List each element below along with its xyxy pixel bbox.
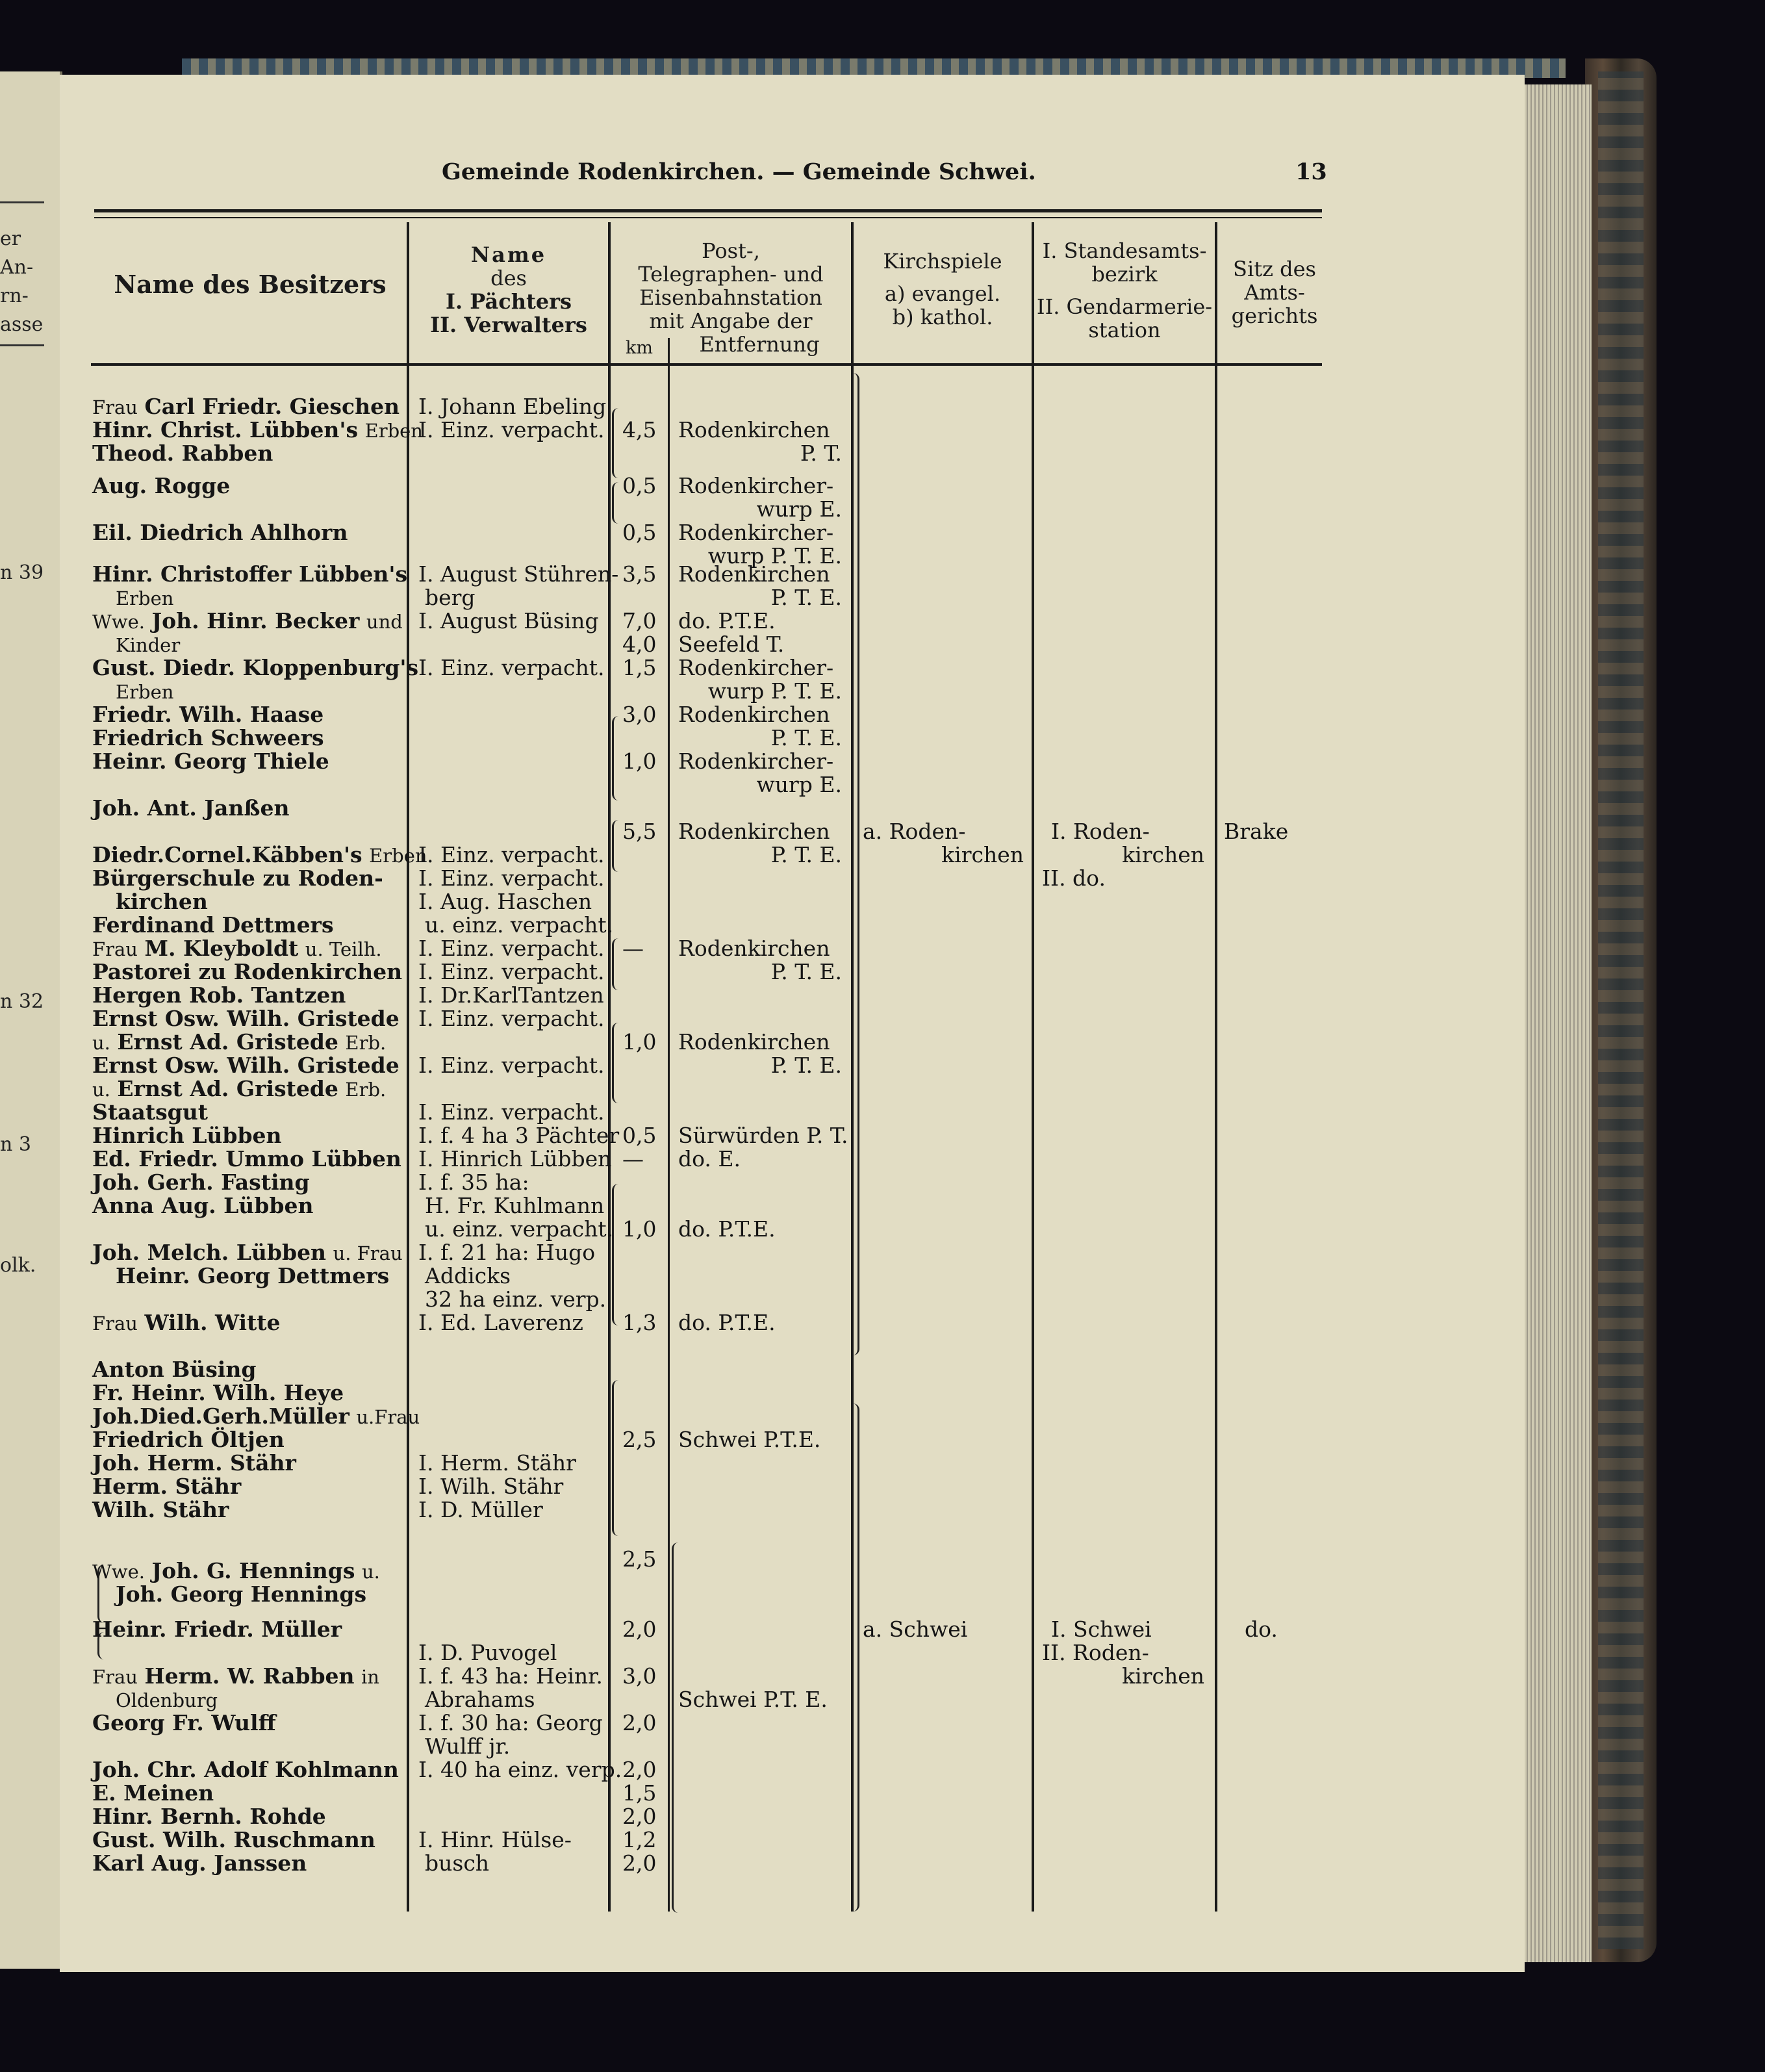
owner-name: Hinr. Bernh. Rohde [92,1804,326,1829]
owner-cell [116,1688,218,1712]
column-header-station: Post-, Telegraphen- und Eisenbahnstation mit Angabe der [638,238,824,333]
owner-cell [116,586,173,610]
owner-name: Karl Aug. Janssen [92,1850,307,1876]
owner-cell [92,474,230,498]
brace [612,1023,620,1103]
left-fragment-text: olk. [0,1254,36,1277]
tenant-cell: I. August Büsing [418,608,599,633]
distance-km-cell: 2,0 [622,1710,657,1735]
owner-cell [92,960,402,984]
station-cell: do. P.T.E. [678,608,776,633]
owner-name: Pastorei zu Rodenkirchen [92,959,403,984]
station-cell: Rodenkircher- [678,748,834,774]
owner-name: Ernst Ad. Gristede [117,1076,338,1101]
owner-name: Friedrich Schweers [92,725,324,750]
station-cell: Rodenkirchen [678,561,830,587]
owner-name: Joh. Hinr. Becker [151,608,360,633]
page-title: Gemeinde Rodenkirchen. — Gemeinde Schwei. [442,159,1036,185]
owner-name: Wilh. Witte [144,1310,281,1335]
owner-cell [92,418,423,442]
owner-name: Friedrich Öltjen [92,1427,285,1452]
table-top-rule [94,209,1322,212]
owner-name: Joh. G. Hennings [151,1558,355,1583]
owner-post: und [366,611,403,633]
owner-name: Ferdinand Dettmers [92,912,334,938]
station-cell: do. P.T.E. [678,1216,776,1242]
station-cell: Rodenkirchen [678,936,830,961]
owner-name: Ernst Osw. Wilh. Gristede [92,1006,400,1031]
distance-km-cell: 7,0 [622,608,657,633]
brace [612,716,620,800]
owner-cell [92,1452,296,1476]
distance-km-cell: 2,0 [622,1757,657,1782]
owner-name: Joh. Chr. Adolf Kohlmann [92,1757,399,1782]
owner-cell [92,1054,400,1078]
owner-cell [116,633,180,657]
station-cell: Rodenkircher- [678,520,834,545]
owner-name: Joh. Herm. Stähr [92,1450,296,1476]
owner-name: Herm. Stähr [92,1474,242,1499]
station-cell: Rodenkircher- [678,655,834,680]
owner-post: Kinder [116,634,181,656]
tenant-cell: 32 ha einz. verp. [425,1286,607,1312]
distance-km-cell: 1,2 [622,1827,657,1852]
owner-cell [92,1805,326,1829]
tenant-cell: I. Hinrich Lübben [418,1146,612,1171]
station-cell: do. E. [678,1146,741,1171]
tenant-cell: I. Hinr. Hülse- [418,1827,572,1852]
owner-cell [92,656,418,680]
tenant-cell: I. f. 35 ha: [418,1170,529,1195]
tenant-cell: I. Einz. verpacht. [418,417,605,442]
distance-km-cell: 3,0 [622,1663,657,1689]
owner-name: Joh. Gerh. Fasting [92,1170,310,1195]
station-cell: P. T. E. [770,1053,842,1078]
tenant-cell: I. Ed. Laverenz [418,1310,583,1335]
station-cell: Rodenkirchen [678,702,830,727]
tenant-cell: Abrahams [425,1687,535,1712]
distance-km-cell: 0,5 [622,520,657,545]
owner-cell [92,984,346,1008]
column-divider [407,222,409,1912]
distance-km-cell: 1,0 [622,1029,657,1055]
distance-km-cell: — [622,936,644,961]
owner-name: kirchen [116,889,208,914]
owner-cell [92,1007,400,1031]
brace [612,482,620,524]
distance-km-cell: 1,0 [622,1216,657,1242]
tenant-cell: Wulff jr. [425,1733,511,1759]
tenant-cell: Addicks [425,1263,511,1288]
brace [612,938,620,990]
owner-pre: Frau [92,1312,138,1335]
owner-post: Erben [116,587,174,609]
owner-name: E. Meinen [92,1780,214,1806]
owner-cell [92,843,427,867]
left-fragment-text: n 39 [0,561,44,584]
owner-post: Erb. [345,1032,387,1054]
parish-cell: a. Schwei [863,1617,968,1642]
owner-name: Bürgerschule zu Roden- [92,865,383,891]
owner-name: Aug. Rogge [92,473,231,498]
owner-cell [92,609,403,633]
owner-pre: u. [92,1079,110,1101]
tenant-cell: busch [425,1850,490,1876]
tenant-cell: I. Johann Ebeling [418,394,607,419]
owner-name: Ed. Friedr. Ummo Lübben [92,1146,401,1171]
owner-cell [92,1241,403,1265]
distance-km-cell: 2,5 [622,1546,657,1572]
column-header-court: Sitz des Amts- gerichts [1231,257,1318,328]
owner-post: u.Frau [356,1406,420,1428]
station-cell: P. T. E. [770,725,842,750]
page-stack-edge [1520,84,1592,1962]
owner-name: Ernst Osw. Wilh. Gristede [92,1053,400,1078]
brace [612,1184,620,1325]
owner-name: Hergen Rob. Tantzen [92,982,346,1008]
owner-post: u. [361,1561,380,1583]
owner-cell [92,1358,256,1382]
owner-name: Carl Friedr. Gieschen [144,394,400,419]
tenant-cell: H. Fr. Kuhlmann [425,1193,605,1218]
column-header-parish: Kirchspiele a) evangel. b) kathol. [883,249,1002,329]
station-cell: Rodenkirchen [678,417,830,442]
distance-km-cell: 4,5 [622,417,657,442]
registry-cell: II. do. [1042,865,1106,891]
owner-cell [92,1475,241,1499]
station-cell: P. T. E. [770,959,842,984]
column-header-owner: Name des Besitzers [114,270,387,299]
owner-name: Ernst Ad. Gristede [117,1029,338,1055]
registry-cell: kirchen [1122,1663,1204,1689]
tenant-cell: I. Einz. verpacht. [418,842,605,867]
owner-name: Joh. Ant. Janßen [92,795,290,821]
page-number: 13 [1295,159,1327,185]
station-cell: Rodenkirchen [678,1029,830,1055]
owner-name: Staatsgut [92,1099,208,1125]
owner-name: Gust. Diedr. Kloppenburg's [92,655,419,680]
owner-cell [92,937,382,961]
station-cell: P. T. E. [770,842,842,867]
owner-name: Hinrich Lübben [92,1123,282,1148]
distance-km-cell: 1,5 [622,1780,657,1806]
brace [612,820,620,872]
owner-cell [92,703,324,727]
owner-cell [92,1124,282,1148]
left-fragment-text: n 32 [0,990,44,1013]
owner-cell [92,914,334,938]
owner-post: Erben [364,420,423,442]
owner-cell [116,1583,366,1607]
owner-name: Anton Büsing [92,1357,257,1382]
distance-km-cell: 5,5 [622,819,657,844]
owner-pre: Frau [92,396,138,418]
left-fragment-text: An- [0,256,34,279]
tenant-cell: I. f. 4 ha 3 Pächter [418,1123,620,1148]
tenant-cell: I. Einz. verpacht. [418,936,605,961]
owner-cell [92,1405,420,1429]
owner-name: Fr. Heinr. Wilh. Heye [92,1380,344,1405]
station-cell: wurp E. [756,772,842,797]
owner-name: Joh.Died.Gerh.Müller [92,1403,349,1429]
station-cell: Sürwürden P. T. [678,1123,848,1148]
brace [612,408,620,478]
left-page-fragment [0,71,62,1969]
owner-post: Erben [369,845,427,867]
owner-cell [92,442,273,466]
owner-cell [92,1758,399,1782]
column-header-distance: Entfernung [699,332,820,357]
owner-cell [92,1828,375,1852]
owner-cell [92,1311,280,1335]
owner-name: Heinr. Georg Dettmers [116,1263,390,1288]
tenant-cell: u. einz. verpacht. [425,912,614,938]
owner-cell [92,1077,386,1101]
tenant-cell: I. Einz. verpacht. [418,959,605,984]
station-cell: wurp E. [756,496,842,522]
station-cell: P. T. [800,441,842,466]
court-cell: Brake [1224,819,1289,844]
owner-name: Wilh. Stähr [92,1497,229,1522]
owner-cell [92,1498,229,1522]
tenant-cell: I. Einz. verpacht. [418,1099,605,1125]
tenant-cell: I. Einz. verpacht. [418,1053,605,1078]
station-cell: Rodenkircher- [678,473,834,498]
owner-pre: u. [92,1032,110,1054]
owner-post: u. Teilh. [305,938,382,960]
column-divider [1032,222,1034,1912]
column-divider [608,222,611,1912]
left-fragment-text: er [0,227,21,250]
distance-km-cell: 2,0 [622,1850,657,1876]
station-cell: do. P.T.E. [678,1310,776,1335]
tenant-cell: I. f. 21 ha: Hugo [418,1240,596,1265]
distance-km-cell: 1,5 [622,655,657,680]
owner-cell [92,1711,276,1735]
distance-km-cell: 0,5 [622,473,657,498]
column-header-tenant: Name des I. Pächters II. Verwalters [430,242,587,337]
tenant-cell: I. D. Müller [418,1497,543,1522]
parish-cell: kirchen [941,842,1024,867]
left-fragment-text: n 3 [0,1133,31,1156]
distance-km-cell: 4,0 [622,632,657,657]
court-cell: do. [1245,1617,1278,1642]
owner-name: Herm. W. Rabben [144,1663,355,1689]
column-header-registry: I. Standesamts- bezirk II. Gendarmerie- station [1036,238,1213,342]
owner-cell [92,726,324,750]
station-cell: P. T. E. [770,585,842,610]
tenant-cell: I. Einz. verpacht. [418,655,605,680]
owner-name: Diedr.Cornel.Käbben's [92,842,362,867]
owner-name: Heinr. Friedr. Müller [92,1617,342,1642]
owner-cell [92,521,348,545]
registry-cell: II. Roden- [1042,1640,1149,1665]
owner-post: Erb. [345,1079,387,1101]
station-cell: Rodenkirchen [678,819,830,844]
owner-cell [92,1852,307,1876]
owner-name: Hinr. Christ. Lübben's [92,417,359,442]
owner-name: Joh. Melch. Lübben [92,1240,327,1265]
owner-cell [92,1194,313,1218]
tenant-cell: I. Einz. verpacht. [418,1006,605,1031]
owner-cell [92,1030,386,1055]
owner-cell [116,1264,389,1288]
owner-cell [92,750,329,774]
distance-km-cell: — [622,1146,644,1171]
distance-km-cell: 2,5 [622,1427,657,1452]
distance-km-cell: 1,0 [622,748,657,774]
tenant-cell: I. Aug. Haschen [418,889,592,914]
tenant-cell: I. D. Puvogel [418,1640,557,1665]
owner-cell [92,867,383,891]
owner-pre: Frau [92,1666,138,1688]
owner-cell [92,1171,310,1195]
owner-cell [92,1101,208,1125]
tenant-cell: I. 40 ha einz. verp. [418,1757,622,1782]
tenant-cell: I. August Stühren- [418,561,619,587]
station-cell: Schwei P.T. E. [678,1687,828,1712]
owner-cell [92,1782,214,1806]
owner-cell [92,1428,285,1452]
owner-name: Georg Fr. Wulff [92,1710,276,1735]
owner-post: in [361,1666,379,1688]
distance-km-cell: 0,5 [622,1123,657,1148]
owner-pre: Wwe. [92,611,146,633]
owner-pre: Wwe. [92,1561,146,1583]
tenant-cell: I. f. 43 ha: Heinr. [418,1663,603,1689]
owner-name: Anna Aug. Lübben [92,1193,314,1218]
tenant-cell: I. f. 30 ha: Georg [418,1710,603,1735]
owner-cell [92,563,407,587]
table-top-rule-thin [94,217,1322,218]
owner-name: Hinr. Christoffer Lübben's [92,561,408,587]
tenant-cell: I. Dr.KarlTantzen [418,982,604,1008]
station-cell: wurp P. T. E. [707,678,842,704]
distance-km-cell: 1,3 [622,1310,657,1335]
column-divider [1215,222,1217,1912]
owner-cell [92,1665,379,1689]
tenant-cell: berg [425,585,476,610]
owner-name: Heinr. Georg Thiele [92,748,329,774]
tenant-cell: u. einz. verpacht. [425,1216,614,1242]
owner-post: Oldenburg [116,1689,218,1711]
distance-km-cell: 2,0 [622,1804,657,1829]
owner-pre: Frau [92,938,138,960]
owner-post: Erben [116,681,174,703]
brace [672,1542,680,1913]
owner-name: Eil. Diedrich Ahlhorn [92,520,348,545]
left-fragment-text: asse [0,313,44,336]
owner-post: u. Frau [333,1242,403,1264]
owner-name: Gust. Wilh. Ruschmann [92,1827,375,1852]
distance-km-cell: 3,5 [622,561,657,587]
owner-cell [92,395,400,419]
book-spine-edge [1585,58,1657,1962]
tenant-cell: I. Herm. Stähr [418,1450,576,1476]
tenant-cell: I. Einz. verpacht. [418,865,605,891]
owner-cell [92,1381,344,1405]
station-cell: wurp P. T. E. [707,543,842,569]
left-fragment-text: rn- [0,285,29,307]
km-divider [668,338,670,1912]
registry-cell: I. Schwei [1051,1617,1152,1642]
brace [612,1380,620,1536]
brace [851,1403,859,1912]
tenant-cell: I. Wilh. Stähr [418,1474,564,1499]
distance-km-cell: 3,0 [622,702,657,727]
owner-cell [92,797,289,821]
station-cell: Schwei P.T.E. [678,1427,821,1452]
owner-name: Theod. Rabben [92,441,273,466]
column-header-km: km [626,338,653,358]
owner-name: M. Kleyboldt [144,936,299,961]
owner-name: Joh. Georg Hennings [116,1581,367,1607]
registry-cell: I. Roden- [1051,819,1150,844]
parish-cell: a. Roden- [863,819,966,844]
header-bottom-rule [91,363,1322,366]
registry-cell: kirchen [1122,842,1204,867]
owner-cell [92,1618,342,1642]
owner-cell [92,1559,380,1583]
distance-km-cell: 2,0 [622,1617,657,1642]
station-cell: Seefeld T. [678,632,785,657]
owner-cell [116,680,173,704]
owner-name: Friedr. Wilh. Haase [92,702,324,727]
owner-cell [92,1147,401,1171]
owner-cell [116,890,208,914]
